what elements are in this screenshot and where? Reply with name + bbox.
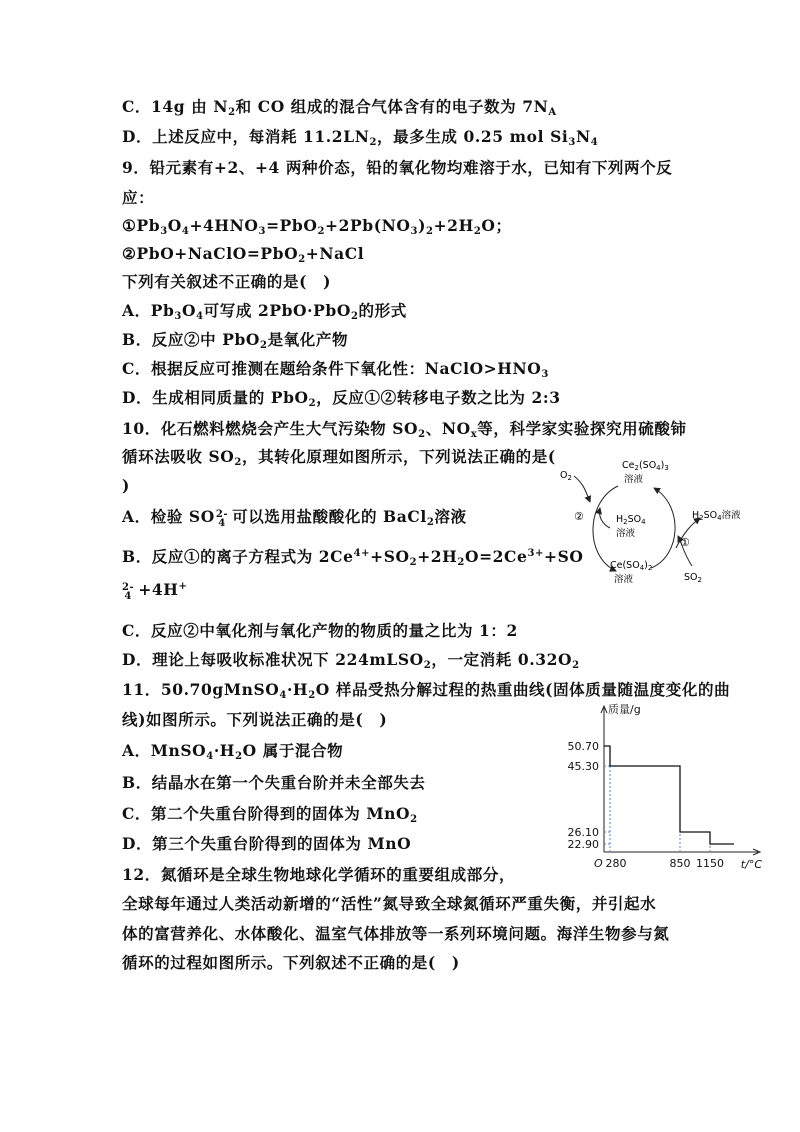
h2so4-inner-label: $H_2SO_4$ <box>616 514 646 526</box>
h2so4-inner-solution-label: 溶液 <box>616 528 636 539</box>
cerium-cycle-diagram <box>556 456 766 591</box>
y-tick-label: 26.10 <box>567 826 599 839</box>
o2-label: $O_2$ <box>560 470 572 482</box>
x-tick-label: 1150 <box>696 857 724 870</box>
q12-stem-line1: 12．氮循环是全球生物地球化学循环的重要组成部分， <box>122 865 516 884</box>
q9-option-a: A．$Pb_3O_4$可写成 2PbO·PbO$_2$的形式 <box>122 301 407 322</box>
q9-option-b: B．反应②中 PbO$_2$是氧化产物 <box>122 330 349 351</box>
x-tick-label: 850 <box>669 857 691 870</box>
ceso42-solution-label: 溶液 <box>614 574 634 585</box>
thermogravimetric-chart <box>540 700 770 890</box>
y-tick-label: 45.30 <box>567 760 599 773</box>
reaction-2-marker: ② <box>574 510 584 523</box>
q10-option-a: A．检验 SO 2- 4 可以选用盐酸酸化的 BaCl$_2$溶液 <box>122 507 467 529</box>
chart-labels <box>568 702 763 871</box>
q10-option-c: C．反应②中氧化剂与氧化产物的物质的量之比为 1：2 <box>122 621 518 640</box>
o2-arrow <box>574 476 590 502</box>
q9-stem-line1: 9．铅元素有+2、+4 两种价态，铅的氧化物均难溶于水，已知有下列两个反 <box>122 158 673 177</box>
q9-option-c: C．根据反应可推测在题给条件下氧化性：$NaClO>HNO_3$ <box>122 359 549 380</box>
q8-option-c: C．14g 由 $N_2$和 CO 组成的混合气体含有的电子数为 $7N_A$ <box>122 97 557 118</box>
q9-option-d: D．生成相同质量的 PbO$_2$，反应①②转移电子数之比为 2:3 <box>122 388 561 409</box>
y-tick-label: 50.70 <box>567 740 599 753</box>
sulfate-ion-notation: 2- 4 <box>122 582 135 602</box>
chart-guide-lines <box>604 766 710 852</box>
q10-stem-line3: ) <box>122 476 130 495</box>
q10-stem-line2: 循环法吸收 $SO_2$，其转化原理如图所示，下列说法正确的是( <box>122 447 556 468</box>
q11-stem-line2: 线)如图所示。下列说法正确的是( ) <box>122 710 388 729</box>
q10-option-d: D．理论上每吸收标准状况下 224mLSO$_2$，一定消耗 $0.32O_2$ <box>122 650 580 671</box>
ce2so43-label: $Ce_2(SO_4)_3$ <box>622 460 669 472</box>
q10-option-b-cont: 2- 4 +4H+ <box>122 580 188 602</box>
q11-stem-line1: 11．$50.70gMnSO_4\cdot H_2O$ 样品受热分解过程的热重曲线(固体质量随温度变化的曲 <box>122 680 731 701</box>
q12-stem-line3: 体的富营养化、水体酸化、温室气体排放等一系列环境问题。海洋生物参与氮 <box>122 924 670 943</box>
q9-reaction-1: $①Pb_3O_4+4HNO_3=PbO_2+2Pb(NO_3)_2+2H_2O$； <box>122 216 512 237</box>
cycle-arc-left <box>593 486 618 571</box>
q11-option-d: D．第三个失重台阶得到的固体为 MnO <box>122 834 412 853</box>
q12-stem-line2: 全球每年通过人类活动新增的“活性”氮导致全球氮循环严重失衡，并引起水 <box>122 894 657 913</box>
reaction-1-marker: ① <box>680 536 690 549</box>
y-tick-label: 22.90 <box>567 838 599 851</box>
so2-label: $SO_2$ <box>684 572 702 584</box>
y-axis-title: 质量/g <box>608 703 641 716</box>
q12-stem-line4: 循环的过程如图所示。下列叙述不正确的是( ) <box>122 953 460 972</box>
q9-reaction-2: ②PbO+NaClO=PbO$_2$+NaCl <box>122 244 365 265</box>
q11-option-c: C．第二个失重台阶得到的固体为 MnO$_2$ <box>122 804 418 825</box>
q10-option-b: B．反应①的离子方程式为 $2Ce^{4+}+SO_2+2H_2O=2Ce^{3+}+SO$ <box>122 547 584 568</box>
q9-question: 下列有关叙述不正确的是( ) <box>122 272 332 291</box>
q9-stem-line2: 应： <box>122 188 155 207</box>
x-axis-title: t/°C <box>740 858 762 871</box>
origin-label: O <box>594 857 603 870</box>
h2so4-out-label: $H_2SO_4$溶液 <box>692 510 741 522</box>
ceso42-label: $Ce(SO_4)_2$ <box>610 560 653 572</box>
x-tick-label: 280 <box>605 857 627 870</box>
cycle-arc-right <box>651 488 675 568</box>
h2so4-inner-arrow <box>599 508 610 528</box>
ce2so43-solution-label: 溶液 <box>624 474 644 485</box>
q11-option-b: B．结晶水在第一个失重台阶并未全部失去 <box>122 773 426 792</box>
q10-stem-line1: 10．化石燃料燃烧会产生大气污染物 $SO_2$、$NO_x$等，科学家实验探究用硫酸铈 <box>122 419 687 440</box>
q11-option-a: A．$MnSO_4\cdot H_2O$ 属于混合物 <box>122 741 344 762</box>
chart-series <box>604 746 734 844</box>
q8-option-d: D．上述反应中，每消耗 $11.2LN_2$，最多生成 0.25 mol $Si_3N_4$ <box>122 127 599 148</box>
sulfate-ion-notation: 2- 4 <box>215 509 229 529</box>
mass-curve <box>604 746 734 844</box>
